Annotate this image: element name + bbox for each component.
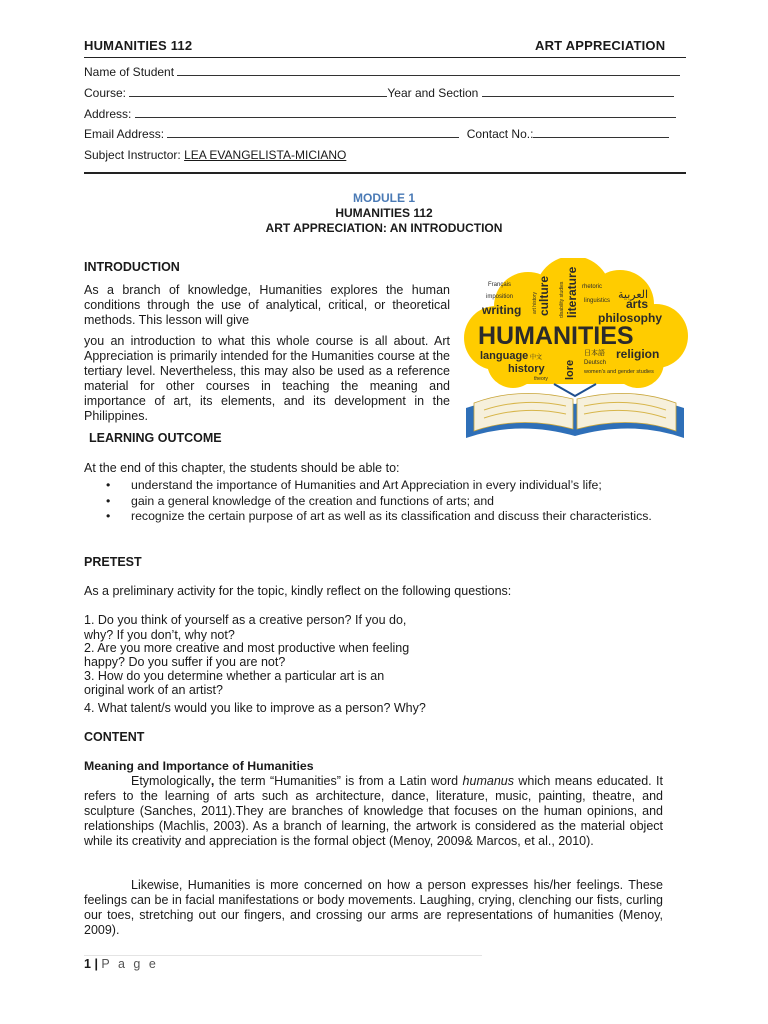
course-title: HUMANITIES 112	[335, 206, 433, 220]
humanus-term: humanus	[462, 774, 514, 788]
pretest-question-2-cont: happy? Do you suffer if you are not?	[84, 655, 286, 669]
module-title: MODULE 1	[352, 191, 415, 205]
instructor-field	[84, 148, 346, 162]
content-subheading: Meaning and Importance of Humanities	[84, 759, 314, 773]
word-history: history	[508, 363, 545, 375]
module-subtitle: ART APPRECIATION: AN INTRODUCTION	[265, 221, 503, 235]
page-footer	[84, 957, 158, 971]
learning-outcome-lead: At the end of this chapter, the students should be able to:	[84, 461, 400, 475]
introduction-heading: INTRODUCTION	[84, 260, 180, 274]
word-imposition: imposition	[486, 294, 514, 300]
word-disability-studies: disability studies	[559, 281, 565, 318]
learning-outcome-list	[104, 478, 704, 525]
content-heading: CONTENT	[84, 730, 145, 744]
humanities-word-cloud-image	[458, 258, 692, 440]
contact-label: Contact No.:	[466, 127, 534, 141]
pretest-question-3-cont: original work of an artist?	[84, 683, 223, 697]
introduction-paragraph-1: As a branch of knowledge, Humanities explores the human conditions through the use of analytical, critical, or theoretical methods. This lesson will give	[84, 283, 450, 327]
learning-outcome-heading: LEARNING OUTCOME	[89, 431, 222, 445]
page-word: P a g e	[101, 957, 159, 971]
word-writing: writing	[482, 303, 522, 317]
list-item: • recognize the certain purpose of art as well as its classification and discuss their characteristics.	[104, 509, 704, 525]
email-field	[84, 126, 669, 141]
humanities-illustration	[458, 258, 692, 440]
list-item: • understand the importance of Humanities and Art Appreciation in every individual’s life;	[104, 478, 704, 494]
pretest-question-1: 1. Do you think of yourself as a creative person? If you do,	[84, 613, 407, 627]
list-item: • gain a general knowledge of the creation and functions of arts; and	[104, 494, 704, 510]
content-paragraph-1-a: the term “Humanities” is from a Latin word	[214, 774, 463, 788]
pretest-question-1-cont: why? If you don’t, why not?	[84, 628, 235, 642]
open-book-icon	[466, 384, 684, 438]
word-chinese: 中文	[530, 355, 543, 361]
word-theory: theory	[534, 376, 548, 382]
pretest-question-3: 3. How do you determine whether a particular art is an	[84, 669, 385, 683]
word-religion: religion	[616, 347, 660, 361]
student-name-line	[177, 64, 680, 76]
bold-comma: ,	[210, 774, 215, 788]
header-subject: ART APPRECIATION	[535, 38, 666, 53]
word-gender-studies: women's and gender studies	[584, 369, 654, 375]
footer-rule	[84, 955, 482, 956]
word-arts: arts	[626, 297, 649, 311]
content-paragraph-2: Likewise, Humanities is more concerned on how a person expresses his/her feelings. These feelings can be in facial manifestations or body movements. Laughing, crying, clenching our fists, curling our toes, stretching out our fingers, and crossing our arms are representations of humanities (Menoy, 2009).	[84, 878, 663, 937]
word-japanese: 日本語	[584, 350, 605, 357]
pretest-heading: PRETEST	[84, 555, 142, 569]
word-literature: literature	[565, 266, 579, 318]
word-art-history: art history	[532, 292, 538, 314]
word-philosophy: philosophy	[598, 311, 662, 325]
pretest-question-2: 2. Are you more creative and most productive when feeling	[84, 641, 410, 655]
page-separator: |	[94, 957, 98, 971]
page-number: 1	[84, 957, 91, 971]
email-label: Email Address:	[84, 127, 165, 141]
address-line	[135, 106, 676, 118]
contact-line	[533, 126, 669, 138]
word-deutsch: Deutsch	[584, 360, 607, 366]
content-paragraph-1	[84, 774, 663, 849]
word-humanities: HUMANITIES	[478, 322, 634, 350]
course-line	[129, 85, 387, 97]
word-francais: Français	[488, 282, 512, 288]
etymologically-word: Etymologically	[131, 774, 211, 788]
year-section-label: Year and Section	[387, 86, 479, 100]
course-label: Course:	[84, 86, 127, 100]
header-rule	[84, 57, 686, 58]
pretest-lead: As a preliminary activity for the topic, kindly reflect on the following questions:	[84, 584, 512, 598]
address-field	[84, 106, 676, 121]
student-name-field	[84, 64, 680, 79]
header-course: HUMANITIES 112	[84, 38, 193, 53]
introduction-paragraph-2: you an introduction to what this whole course is all about. Art Appreciation is primarily intended for the Humanities course at the tertiary level. Nevertheless, this may also be used as a reference material for other courses in teaching the meaning and importance of art, its elements, and its development in the Philippines.	[84, 334, 450, 423]
word-linguistics: linguistics	[584, 298, 611, 304]
form-rule	[84, 172, 686, 174]
address-label: Address:	[84, 107, 132, 121]
pretest-question-4: 4. What talent/s would you like to improve as a person? Why?	[84, 701, 426, 715]
year-section-line	[482, 85, 674, 97]
word-lore: lore	[564, 359, 576, 380]
student-name-label: Name of Student	[84, 65, 175, 79]
content-paragraph-1-b: which means educated. It refers to the learning of arts such as architecture, dance, literature, music, painting, theatre, and sculpture (Sanches, 2011).They are branches of knowledge that focuses on the human opinions, and relationships (Machlis, 2003). As a branch of learning, the artwork is considered as the material object while its creativity and appreciation is the formal object (Menoy, 2009& Marcos, et al., 2010).	[84, 774, 663, 848]
word-arabic: العربية	[618, 289, 649, 301]
word-culture: culture	[537, 275, 551, 316]
instructor-name: LEA EVANGELISTA-MICIANO	[184, 148, 347, 162]
course-field	[84, 85, 674, 100]
word-language: language	[480, 350, 529, 362]
email-line	[167, 126, 459, 138]
word-rhetoric: rhetoric	[582, 284, 603, 290]
instructor-label: Subject Instructor:	[84, 148, 181, 162]
